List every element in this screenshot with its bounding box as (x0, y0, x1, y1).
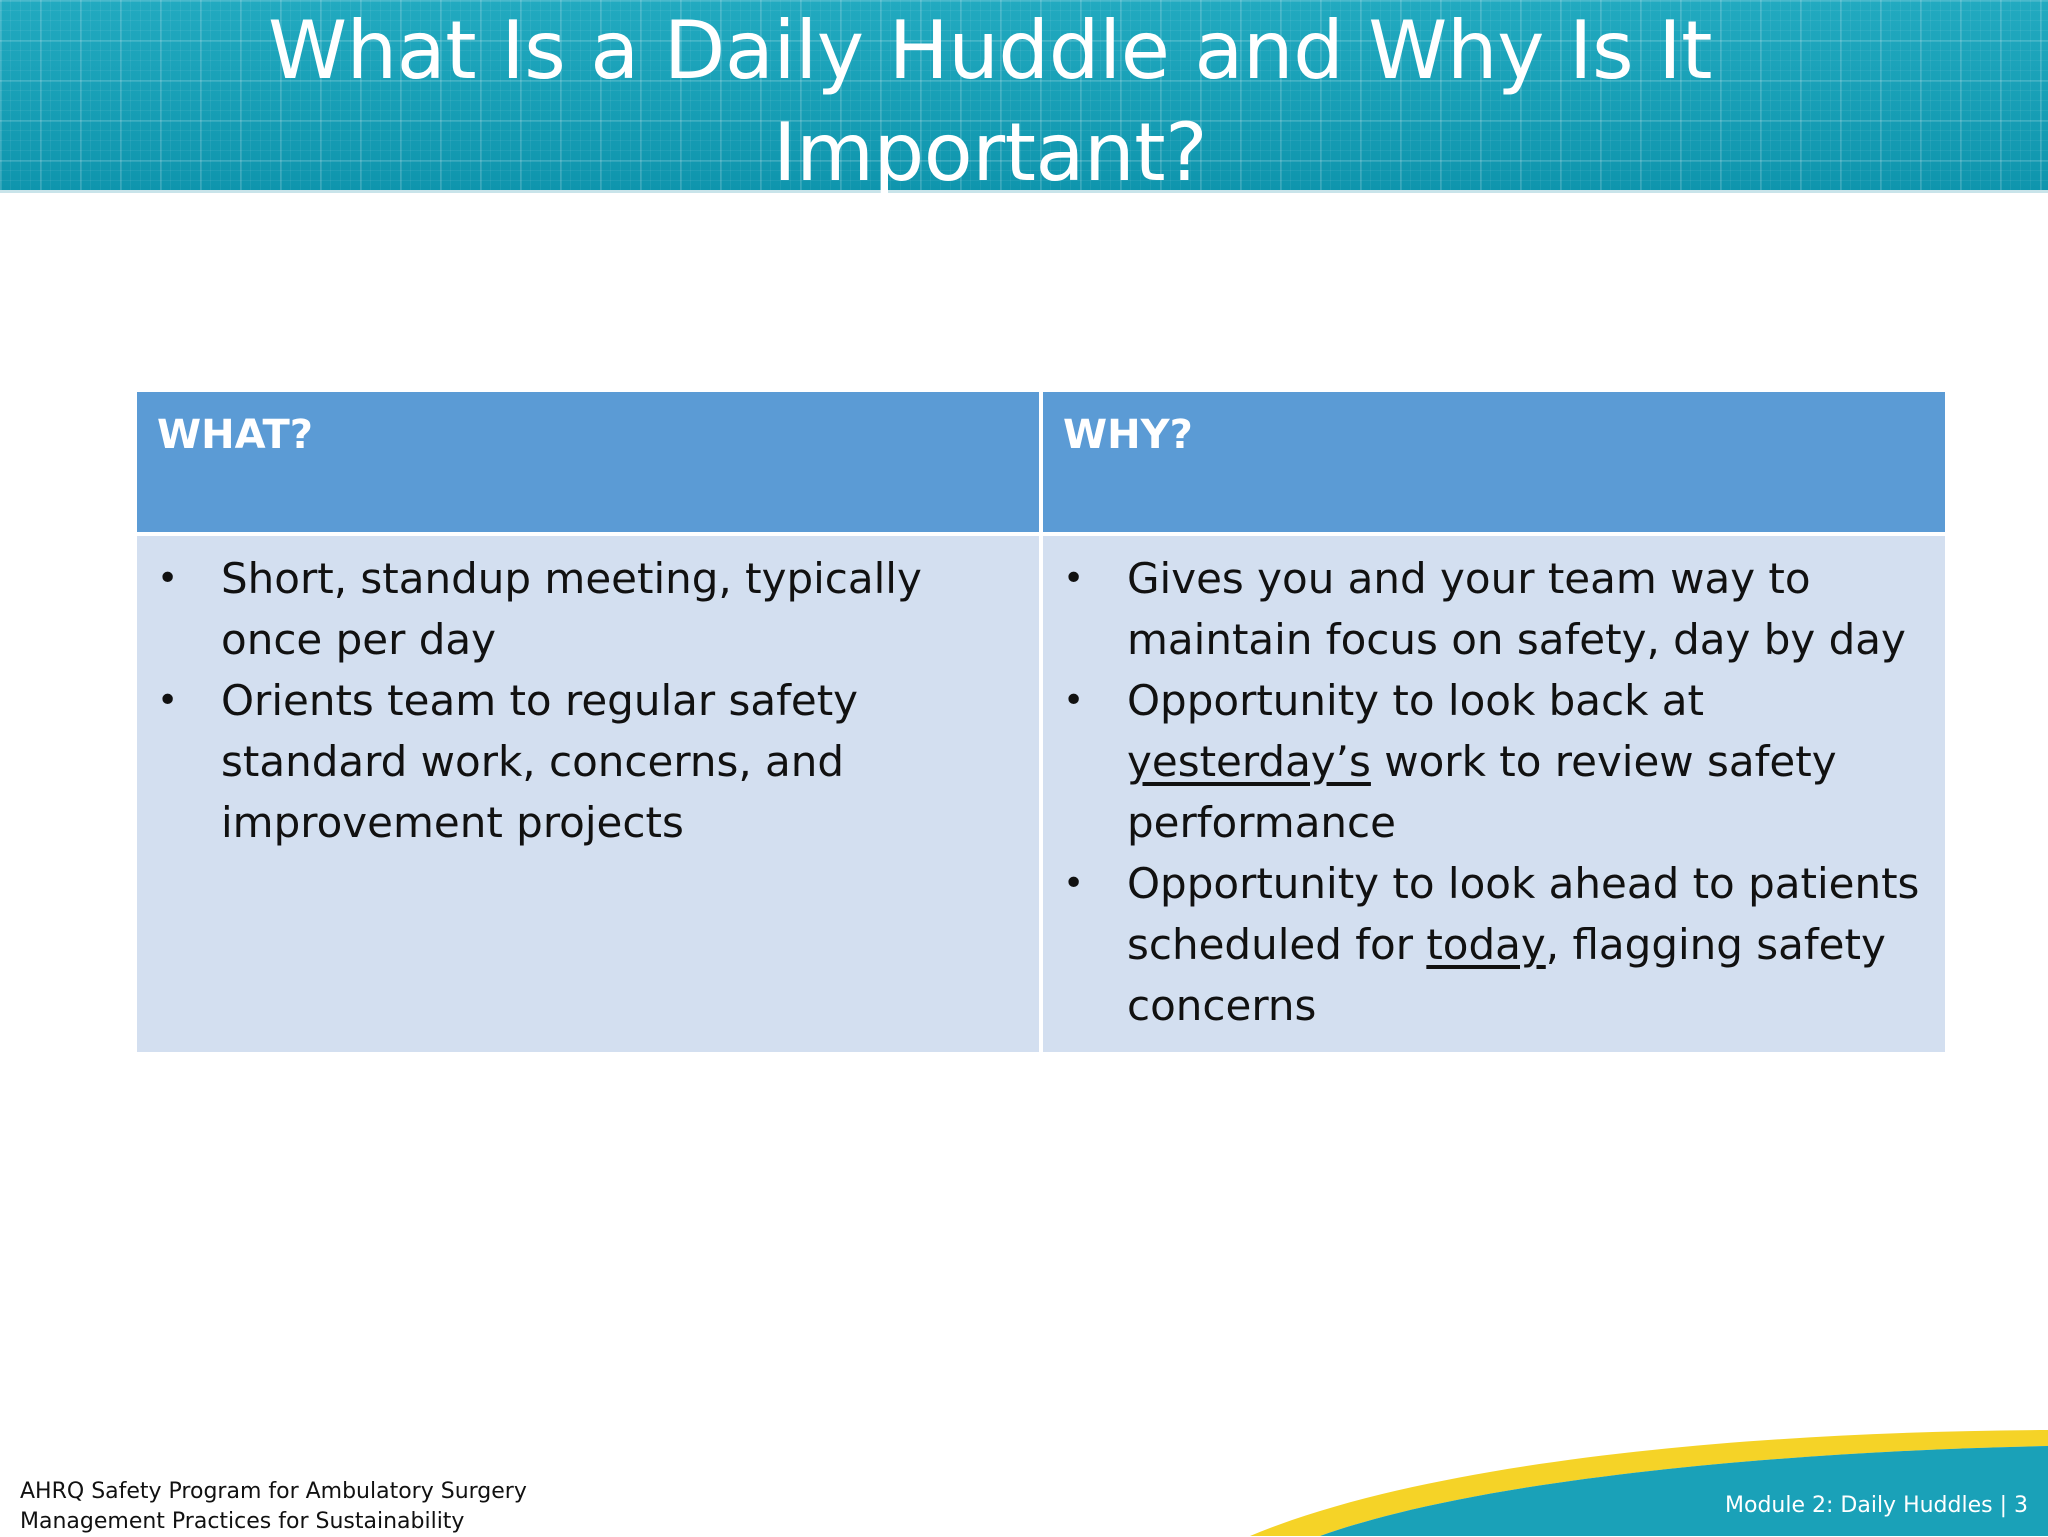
what-item-text: Orients team to regular safety standard work, concerns, and improvement projects (221, 676, 859, 847)
bullet-icon: • (157, 558, 179, 599)
footer-program (20, 1477, 527, 1537)
why-item-text: Opportunity to look back at (1127, 676, 1705, 725)
what-item-text: Short, standup meeting, typically once per day (221, 554, 922, 664)
bullet-icon: • (157, 680, 179, 721)
why-item-text: Opportunity to look ahead to patients scheduled for (1127, 859, 1920, 969)
slide-title: What Is a Daily Huddle and Why Is It Important? (267, 4, 1713, 199)
why-item-emphasis: today (1426, 920, 1546, 969)
why-item-text: Gives you and your team way to maintain focus on safety, day by day (1127, 554, 1906, 664)
footer-line-2: Management Practices for Sustainability (20, 1509, 465, 1534)
bullet-icon: • (1063, 680, 1085, 721)
why-item-emphasis: yesterday’s (1127, 737, 1371, 786)
bullet-icon: • (1063, 863, 1085, 904)
footer-line-1: AHRQ Safety Program for Ambulatory Surgery (20, 1479, 527, 1504)
what-header: WHAT? (137, 392, 1039, 532)
why-item-text: , flagging safety concerns (1127, 920, 1886, 1030)
footer-module-page: Module 2: Daily Huddles | 3 (1725, 1493, 2028, 1518)
why-header: WHY? (1043, 392, 1945, 532)
bullet-icon: • (1063, 558, 1085, 599)
why-item-text: work to review safety performance (1127, 737, 1837, 847)
